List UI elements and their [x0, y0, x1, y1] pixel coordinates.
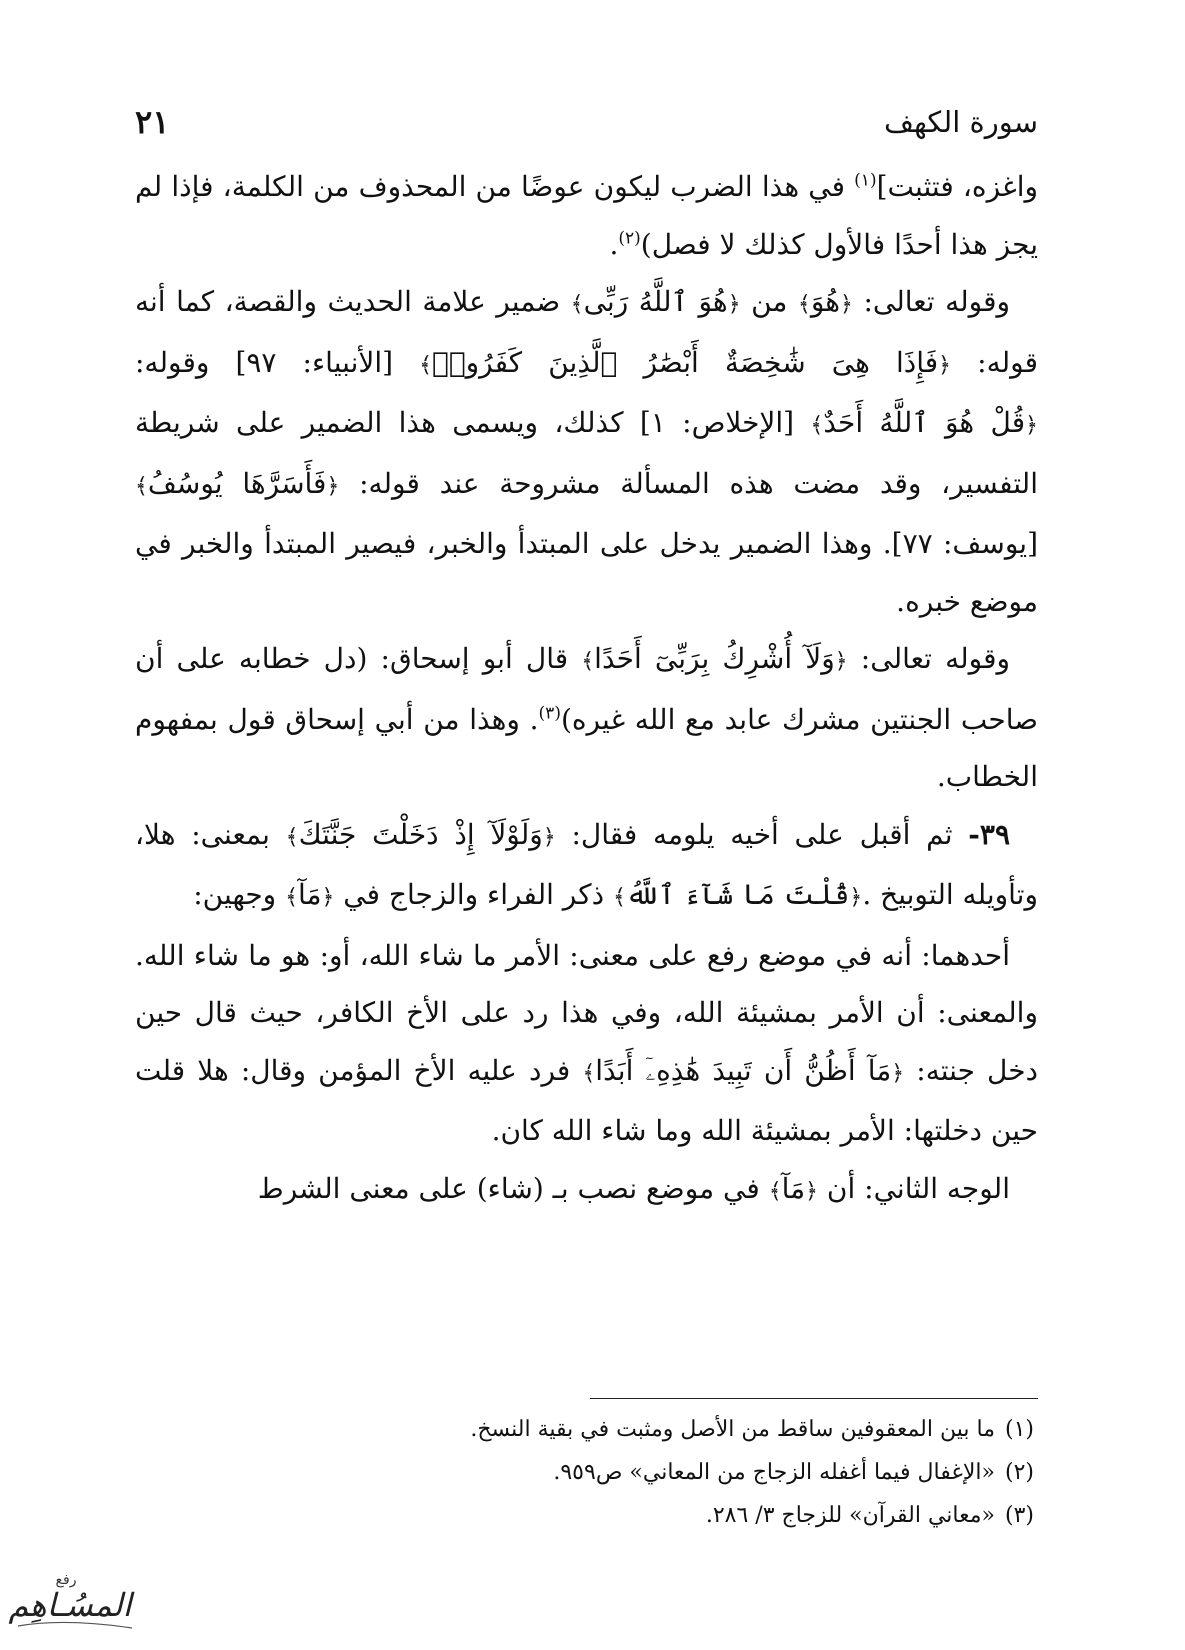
quran-quote [769, 1172, 818, 1205]
text-run: وجهين: [193, 878, 286, 911]
quote-text: مَآ [297, 878, 322, 911]
text-run: [يوسف: ٧٧]. وهذا الضمير يدخل على المبتدأ والخبر، فيصير المبتدأ والخبر في موضع خبره. [135, 527, 1039, 618]
quote-close-bracket: ﴾ [419, 352, 433, 378]
text-run: . [609, 227, 619, 261]
footnote-number: (١) [1004, 1417, 1034, 1442]
verse-number: ٣٩- [968, 817, 1010, 851]
quran-quote [798, 285, 853, 318]
footnote-ref-3: (٣) [538, 703, 561, 724]
page-number: ٢١ [135, 103, 170, 141]
quote-text: فَإِذَا هِىَ شَٰخِصَةٌ أَبْصَٰرُ ٱلَّذِينَ كَفَرُوا۟ [432, 345, 939, 379]
quote-text: وَلَوْلَآ إِذْ دَخَلْتَ جَنَّتَكَ [298, 817, 543, 851]
footnote-ref-1: (١) [854, 170, 877, 191]
text-run: واغزه، فتثبت] [876, 170, 1038, 203]
main-text [135, 158, 1038, 1220]
paragraph-3 [135, 630, 1038, 806]
footnote-number: (٣) [1004, 1503, 1034, 1528]
footnote-3 [135, 1494, 1038, 1537]
quran-quote [285, 878, 334, 911]
quote-open-bracket: ﴿ [542, 824, 556, 850]
quran-quote [613, 878, 862, 911]
footnote-text: ما بين المعقوفين ساقط من الأصل ومثبت في بقية النسخ. [470, 1417, 995, 1442]
text-run: بمعنى: هلا، وتأويله التوبيخ . [135, 817, 1038, 911]
quote-close-bracket: ﴾ [582, 1060, 596, 1086]
footnote-2 [135, 1451, 1038, 1494]
paragraph-6 [135, 1160, 1038, 1221]
footnotes [135, 1408, 1038, 1537]
quote-open-bracket: ﴿ [1025, 413, 1038, 438]
quote-close-bracket: ﴾ [810, 413, 824, 438]
quote-text: مَآ أَظُنُّ أَن تَبِيدَ هَٰذِهِۦٓ أَبَدًا [595, 1053, 892, 1087]
quote-text: قُلْتَ مَا شَآءَ ٱللَّهُ [625, 878, 850, 911]
footnote-ref-2: (٢) [618, 228, 641, 249]
quran-quote [581, 642, 847, 675]
footnote-number: (٢) [1004, 1460, 1034, 1485]
text-run: أحدهما: أنه في موضع رفع على معنى: الأمر ما شاء الله، أو: هو ما شاء الله. والمعنى: أن الأمر بمشيئة الله، وفي هذا رد على الأخ الكافر، حيث قال حين دخل جنته: [135, 938, 1039, 1087]
stamp-subtext: رفع [55, 1572, 77, 1588]
stamp-text: المسُـاهِم [8, 1586, 132, 1624]
text-run: في موضع نصب بـ (شاء) على معنى الشرط [257, 1171, 769, 1205]
text-run: في هذا الضرب ليكون عوضًا من المحذوف من الكلمة، فإذا لم يجز هذا أحدًا فالأول كذلك لا فصل) [135, 170, 1038, 261]
quote-open-bracket: ﴿ [805, 1178, 818, 1204]
paragraph-4 [135, 806, 1038, 927]
library-stamp-logo [4, 1568, 142, 1640]
quote-open-bracket: ﴿ [840, 292, 853, 317]
text-run: فرد عليه الأخ المؤمن وقال: هلا قلت حين دخلتها: الأمر بمشيئة الله وما شاء الله كان. [135, 1053, 1038, 1147]
quote-text: هُوَ [810, 285, 841, 318]
quote-text: وَلَآ أُشْرِكُ بِرَبِّىٓ أَحَدًا [594, 642, 835, 675]
text-run: ثم أقبل على أخيه يلومه فقال: [555, 817, 969, 851]
page-header [135, 98, 1038, 146]
footnote-1 [135, 1408, 1038, 1451]
surah-title: سورة الكهف [884, 105, 1038, 139]
quran-quote [582, 1054, 904, 1087]
paragraph-5 [135, 927, 1038, 1160]
quote-open-bracket: ﴿ [727, 292, 741, 317]
text-run: الوجه الثاني: أن [818, 1171, 1010, 1205]
quran-quote [419, 346, 951, 379]
quote-open-bracket: ﴿ [849, 885, 863, 910]
footnote-text: «معاني القرآن» للزجاج ٣/ ٢٨٦. [705, 1503, 995, 1528]
quran-quote [286, 818, 556, 851]
paragraph-2 [135, 273, 1038, 630]
quran-quote [810, 406, 1038, 439]
quote-close-bracket: ﴾ [581, 649, 595, 674]
text-run: من [740, 285, 798, 318]
text-run: [الأنبياء: ٩٧] وقوله: [135, 345, 420, 379]
quote-open-bracket: ﴿ [834, 649, 848, 674]
quran-quote [135, 467, 339, 500]
footnote-divider [590, 1398, 1038, 1399]
text-run: وقوله تعالى: [847, 642, 1010, 675]
quote-close-bracket: ﴾ [285, 885, 298, 910]
quran-quote [571, 285, 741, 318]
quote-text: هُوَ ٱللَّهُ رَبِّى [583, 285, 728, 318]
text-run: وقوله تعالى: [852, 285, 1011, 318]
paragraph-1 [135, 158, 1038, 273]
quote-close-bracket: ﴾ [285, 824, 299, 850]
text-run: [الإخلاص: ١] كذلك، ويسمى هذا الضمير على شريطة التفسير، وقد مضت هذه المسألة مشروحة عند قوله: [135, 406, 1038, 500]
text-run: ذكر الفراء والزجاج في [334, 878, 613, 911]
quote-open-bracket: ﴿ [326, 473, 340, 499]
text-run: . وهذا من أبي إسحاق قول بمفهوم الخطاب. [135, 702, 1038, 793]
quote-close-bracket: ﴾ [612, 885, 626, 910]
quote-close-bracket: ﴾ [135, 473, 148, 499]
quote-close-bracket: ﴾ [797, 292, 811, 317]
quote-open-bracket: ﴿ [321, 885, 335, 910]
footnote-text: «الإغفال فيما أغفله الزجاج من المعاني» ص٩٥٩. [553, 1460, 995, 1485]
text-run: ضمير علامة الحديث والقصة، كما أنه قوله: [135, 285, 1038, 379]
quote-open-bracket: ﴿ [891, 1060, 905, 1086]
quote-text: فَأَسَرَّهَا يُوسُفُ [147, 466, 327, 500]
quote-open-bracket: ﴿ [938, 352, 952, 378]
quote-close-bracket: ﴾ [768, 1178, 782, 1204]
quote-close-bracket: ﴾ [570, 292, 584, 317]
quote-text: قُلْ هُوَ ٱللَّهُ أَحَدٌ [823, 406, 1026, 439]
text-run: قال أبو إسحاق: (دل خطابه على أن صاحب الجنتين مشرك عابد مع الله غيره) [135, 642, 1038, 736]
quote-text: مَآ [781, 1171, 806, 1205]
